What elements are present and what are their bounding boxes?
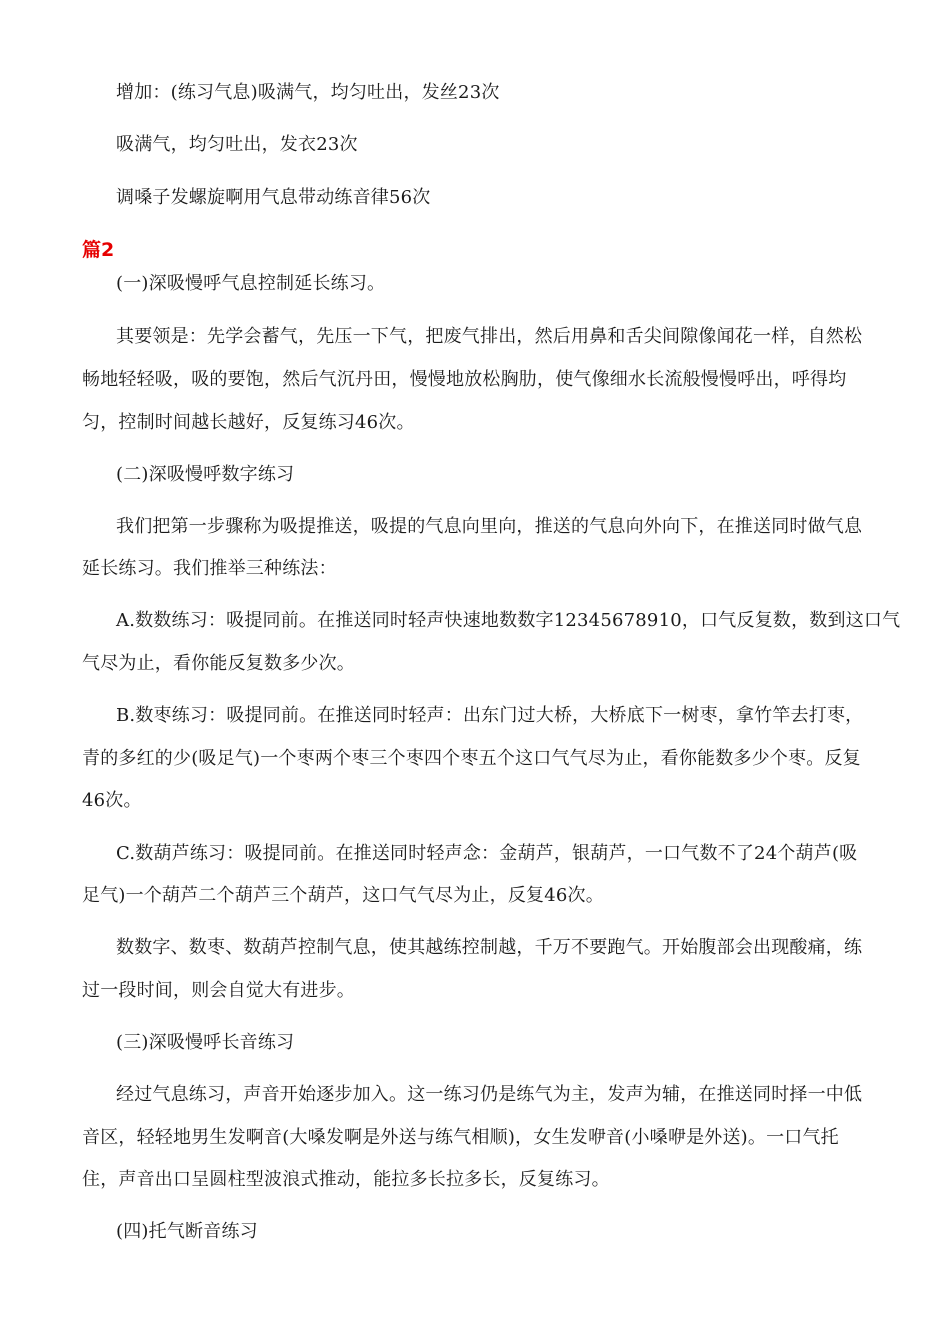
paragraph-line: B.数枣练习：吸提同前。在推送同时轻声：出东门过大桥，大桥底下一树枣，拿竹竿去打枣， [116,705,864,726]
paragraph-line: A.数数练习：吸提同前。在推送同时轻声快速地数数字12345678910，口气反复数，数到这口气 [116,610,901,631]
paragraph-line: 匀，控制时间越长越好，反复练习46次。 [82,412,415,433]
paragraph-line: 我们把第一步骤称为吸提推送，吸提的气息向里向，推送的气息向外向下，在推送同时做气息 [116,516,863,537]
paragraph-line: 气尽为止，看你能反复数多少次。 [82,653,355,674]
subsection-title-4: (四)托气断音练习 [116,1221,258,1242]
paragraph-line: 其要领是：先学会蓄气，先压一下气，把废气排出，然后用鼻和舌尖间隙像闻花一样，自然松 [116,326,863,347]
paragraph-line: 46次。 [82,790,142,811]
intro-line-2: 吸满气，均匀吐出，发衣23次 [116,134,358,155]
subsection-title-3: (三)深吸慢呼长音练习 [116,1032,295,1053]
section-heading: 篇2 [82,239,115,261]
subsection-title-1: (一)深吸慢呼气息控制延长练习。 [116,273,386,294]
intro-line-3: 调嗓子发螺旋啊用气息带动练音律56次 [116,187,431,208]
paragraph-line: 过一段时间，则会自觉大有进步。 [82,980,355,1001]
paragraph-line: 足气)一个葫芦二个葫芦三个葫芦，这口气气尽为止，反复46次。 [82,885,604,906]
paragraph-line: 住，声音出口呈圆柱型波浪式推动，能拉多长拉多长，反复练习。 [82,1169,610,1190]
paragraph-line: 经过气息练习，声音开始逐步加入。这一练习仍是练气为主，发声为辅，在推送同时择一中低 [116,1084,863,1105]
paragraph-line: 青的多红的少(吸足气)一个枣两个枣三个枣四个枣五个这口气气尽为止，看你能数多少个枣。反复 [82,748,861,769]
paragraph-line: 数数字、数枣、数葫芦控制气息，使其越练控制越，千万不要跑气。开始腹部会出现酸痛，练 [116,937,863,958]
paragraph-line: 畅地轻轻吸，吸的要饱，然后气沉丹田，慢慢地放松胸肋，使气像细水长流般慢慢呼出，呼得均 [82,369,847,390]
subsection-title-2: (二)深吸慢呼数字练习 [116,464,295,485]
intro-line-1: 增加：(练习气息)吸满气，均匀吐出，发丝23次 [116,82,500,103]
paragraph-line: 延长练习。我们推举三种练法： [82,558,337,579]
paragraph-line: C.数葫芦练习：吸提同前。在推送同时轻声念：金葫芦，银葫芦，一口气数不了24个葫芦(吸 [116,843,858,864]
paragraph-line: 音区，轻轻地男生发啊音(大嗓发啊是外送与练气相顺)，女生发咿音(小嗓咿是外送)。一口气托 [82,1127,839,1148]
